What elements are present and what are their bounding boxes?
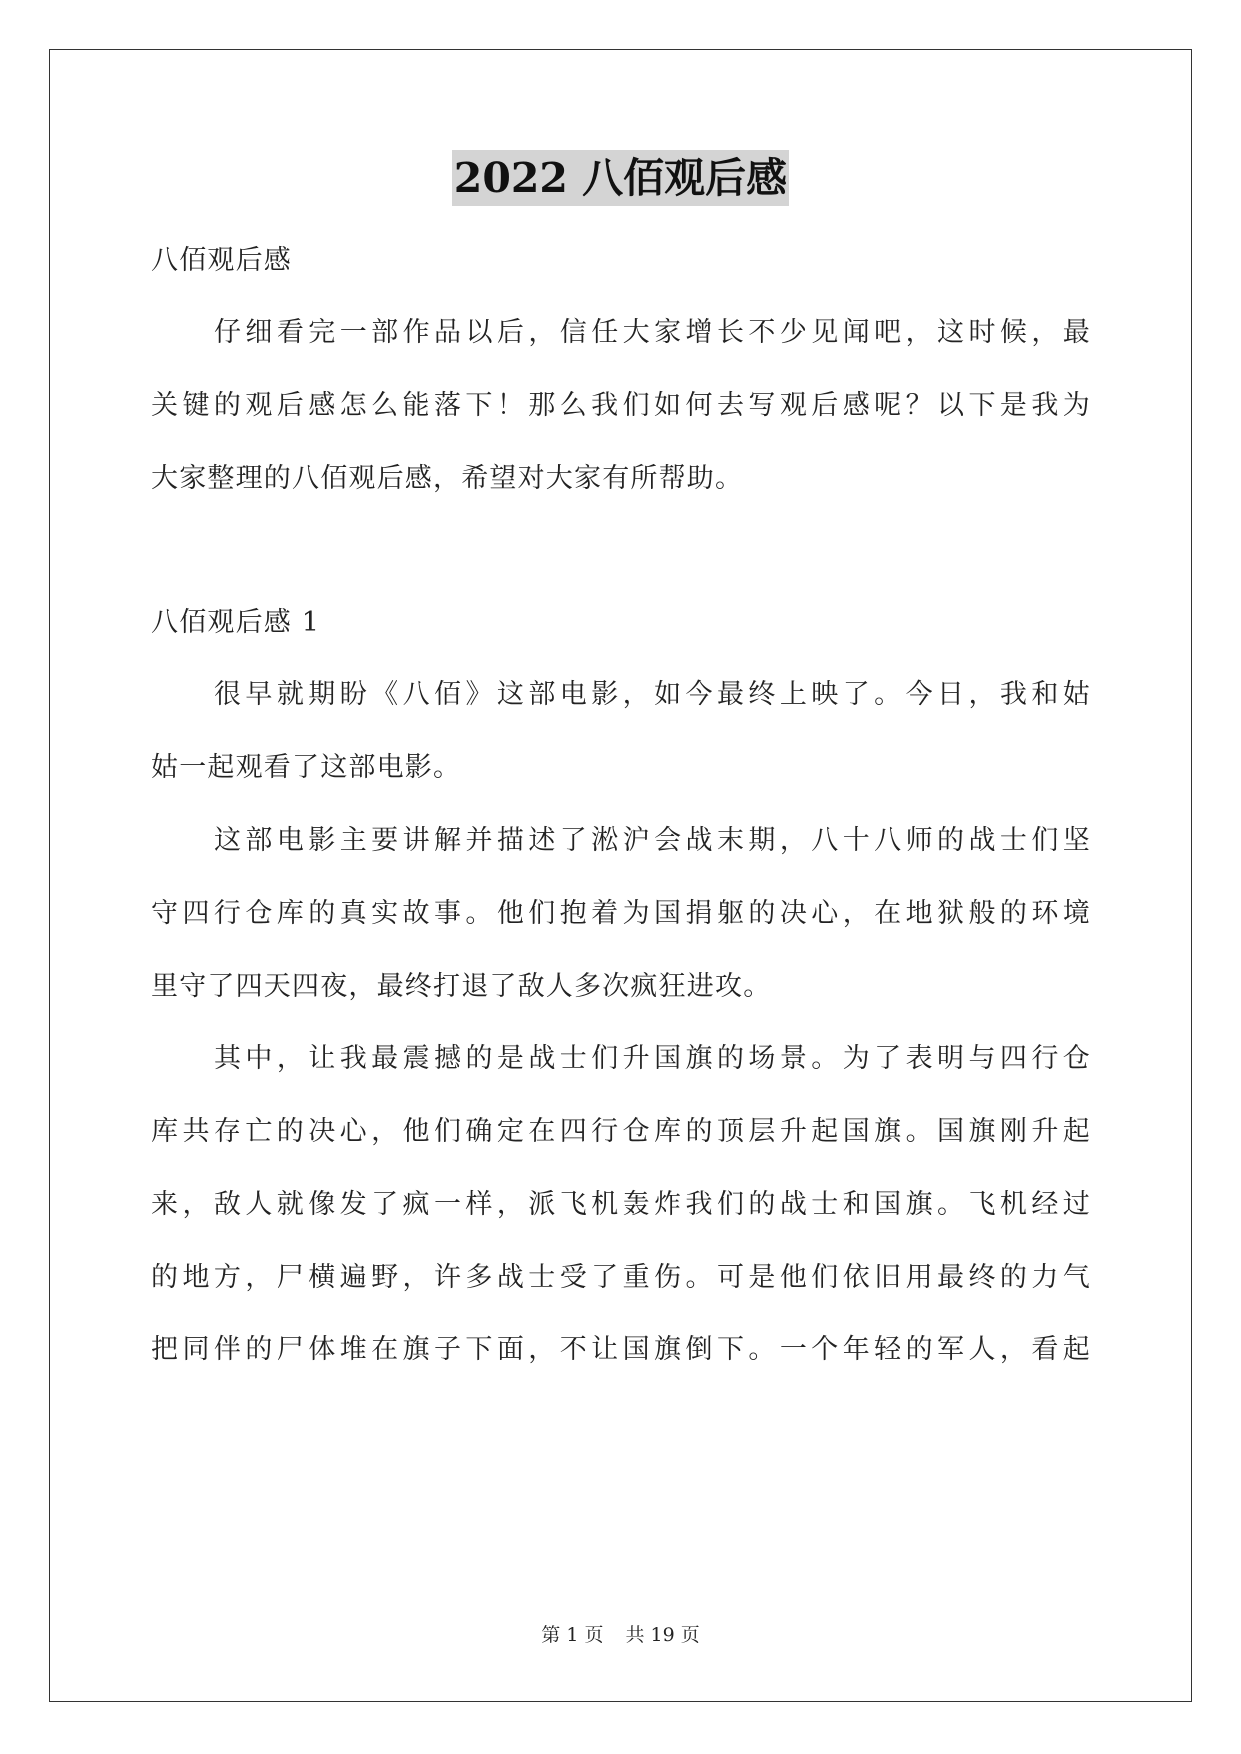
section-heading-1: 八佰观后感 1 (151, 607, 321, 638)
para3-line-1: 其中，让我最震撼的是战士们升国旗的场景。为了表明与四行仓 (214, 1043, 1091, 1074)
document-title: 2022 八佰观后感 (452, 150, 789, 206)
section-heading: 八佰观后感 (151, 245, 292, 276)
para2-line-3: 里守了四天四夜，最终打退了敌人多次疯狂进攻。 (151, 971, 772, 1002)
page-border (49, 49, 1192, 1702)
para2-line-2: 守四行仓库的真实故事。他们抱着为国捐躯的决心，在地狱般的环境 (151, 898, 1091, 929)
intro-line-1: 仔细看完一部作品以后，信任大家增长不少见闻吧，这时候，最 (214, 317, 1091, 348)
para3-line-3: 来，敌人就像发了疯一样，派飞机轰炸我们的战士和国旗。飞机经过 (151, 1189, 1091, 1220)
para3-line-2: 库共存亡的决心，他们确定在四行仓库的顶层升起国旗。国旗刚升起 (151, 1116, 1091, 1147)
para1-line-2: 姑一起观看了这部电影。 (151, 752, 462, 783)
page-number: 第 1 页 (541, 1624, 604, 1646)
intro-line-3: 大家整理的八佰观后感，希望对大家有所帮助。 (151, 463, 744, 494)
title-container (0, 150, 1241, 206)
para1-line-1: 很早就期盼《八佰》这部电影，如今最终上映了。今日，我和姑 (214, 679, 1091, 710)
page-footer (0, 1622, 1241, 1648)
intro-line-2: 关键的观后感怎么能落下！那么我们如何去写观后感呢？以下是我为 (151, 390, 1091, 421)
para2-line-1: 这部电影主要讲解并描述了淞沪会战末期，八十八师的战士们坚 (214, 825, 1091, 856)
para3-line-4: 的地方，尸横遍野，许多战士受了重伤。可是他们依旧用最终的力气 (151, 1262, 1091, 1293)
para3-line-5: 把同伴的尸体堆在旗子下面，不让国旗倒下。一个年轻的军人，看起 (151, 1334, 1091, 1365)
page-total: 共 19 页 (625, 1624, 700, 1646)
